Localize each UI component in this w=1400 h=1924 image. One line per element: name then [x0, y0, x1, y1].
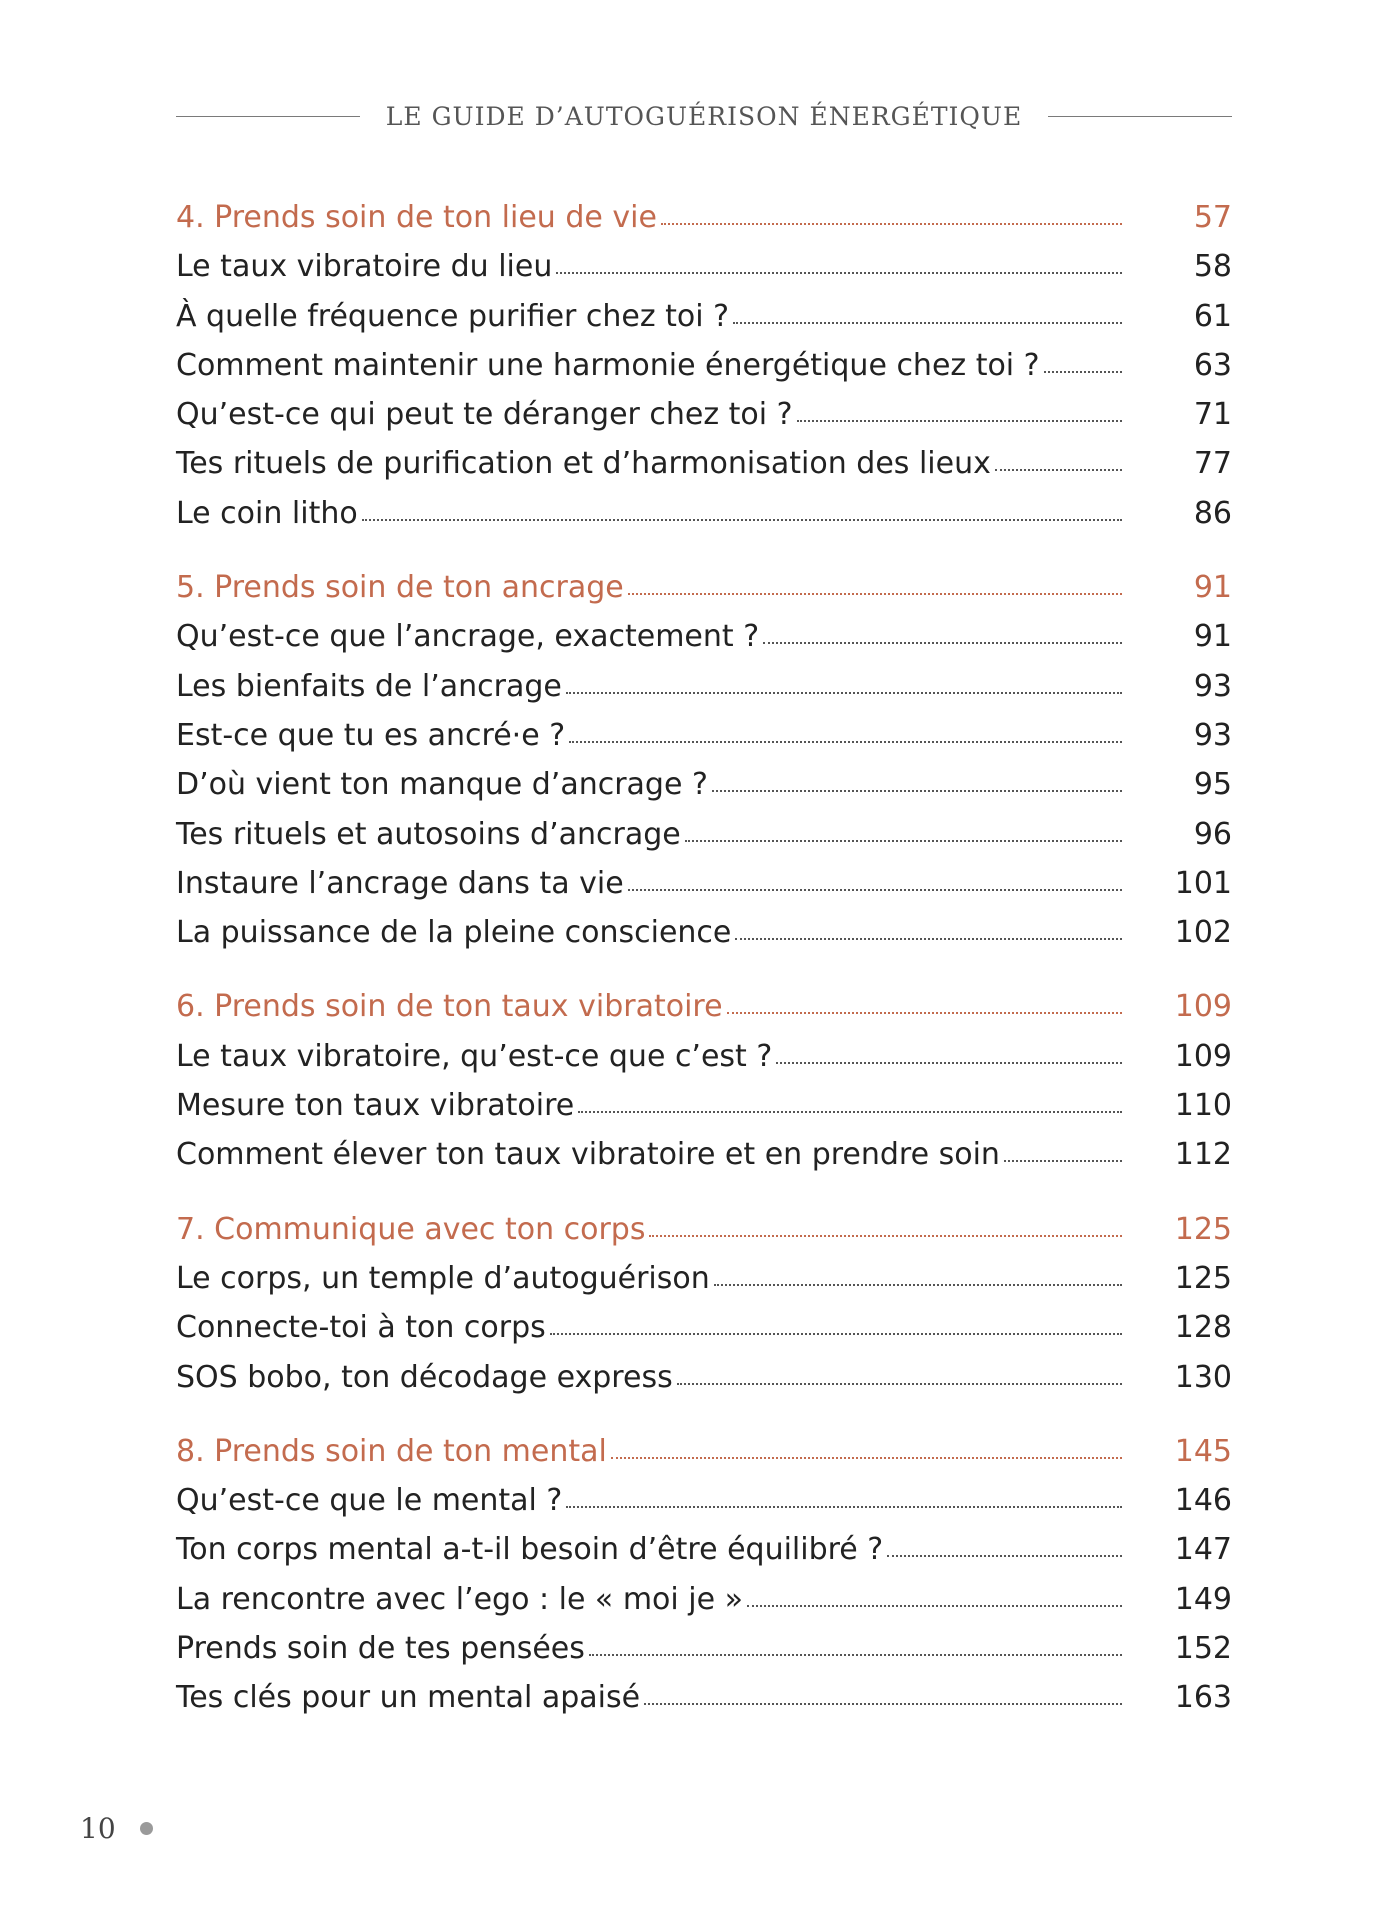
dot-leader	[589, 1654, 1122, 1656]
entry-page-number: 91	[1193, 619, 1232, 655]
entry-page-number: 125	[1174, 1260, 1232, 1296]
dot-leader	[556, 272, 1122, 274]
toc-section	[176, 1434, 1232, 1730]
dot-leader	[362, 519, 1122, 521]
toc-entry	[176, 1310, 1232, 1359]
entry-title: Comment élever ton taux vibratoire et en prendre soin	[176, 1137, 1000, 1173]
entry-page-number: 146	[1174, 1483, 1232, 1519]
toc-entry	[176, 915, 1232, 964]
chapter-title: 7. Communique avec ton corps	[176, 1211, 646, 1247]
chapter-heading	[176, 1212, 1232, 1261]
dot-leader	[995, 469, 1122, 471]
toc-entry	[176, 496, 1232, 545]
chapter-heading	[176, 570, 1232, 619]
entry-title: Connecte-toi à ton corps	[176, 1310, 546, 1346]
entry-title: Les bienfaits de l’ancrage	[176, 668, 562, 704]
entry-page-number: 58	[1193, 249, 1232, 285]
entry-title: Tes clés pour un mental apaisé	[176, 1680, 641, 1716]
chapter-page-number: 125	[1174, 1211, 1232, 1247]
chapter-heading	[176, 989, 1232, 1038]
entry-title: Instaure l’ancrage dans ta vie	[176, 865, 624, 901]
entry-title: La puissance de la pleine conscience	[176, 915, 732, 951]
dot-leader	[644, 1703, 1122, 1705]
entry-title: La rencontre avec l’ego : le « moi je »	[176, 1581, 743, 1617]
dot-leader	[1044, 371, 1122, 373]
entry-title: Le coin litho	[176, 495, 358, 531]
header-rule-left	[176, 116, 360, 117]
entry-title: À quelle fréquence purifier chez toi ?	[176, 298, 730, 334]
entry-page-number: 128	[1174, 1310, 1232, 1346]
entry-page-number: 63	[1193, 347, 1232, 383]
dot-leader	[566, 1506, 1122, 1508]
dot-leader	[661, 223, 1122, 225]
entry-title: Tes rituels de purification et d’harmonisation des lieux	[176, 446, 991, 482]
entry-page-number: 93	[1193, 717, 1232, 753]
dot-leader	[628, 889, 1122, 891]
entry-title: D’où vient ton manque d’ancrage ?	[176, 767, 708, 803]
table-of-contents	[176, 200, 1232, 1755]
toc-section	[176, 989, 1232, 1186]
toc-entry	[176, 1483, 1232, 1532]
chapter-page-number: 145	[1174, 1433, 1232, 1469]
entry-title: Le taux vibratoire du lieu	[176, 249, 553, 285]
toc-entry	[176, 446, 1232, 495]
entry-page-number: 93	[1193, 668, 1232, 704]
toc-section	[176, 1212, 1232, 1409]
chapter-title: 4. Prends soin de ton lieu de vie	[176, 200, 657, 235]
chapter-heading	[176, 1434, 1232, 1483]
entry-page-number: 110	[1174, 1088, 1232, 1124]
toc-entry	[176, 866, 1232, 915]
entry-title: Le taux vibratoire, qu’est-ce que c’est ?	[176, 1038, 773, 1074]
header-rule-right	[1048, 116, 1232, 117]
dot-leader	[628, 593, 1122, 595]
toc-entry	[176, 1261, 1232, 1310]
entry-page-number: 149	[1174, 1581, 1232, 1617]
dot-leader	[569, 741, 1122, 743]
toc-section	[176, 200, 1232, 545]
chapter-page-number: 57	[1193, 200, 1232, 235]
toc-entry	[176, 397, 1232, 446]
page-number: 10	[80, 1812, 116, 1845]
entry-page-number: 101	[1174, 865, 1232, 901]
entry-page-number: 95	[1193, 767, 1232, 803]
entry-page-number: 86	[1193, 495, 1232, 531]
toc-entry	[176, 1582, 1232, 1631]
dot-leader	[714, 1284, 1122, 1286]
dot-leader	[677, 1383, 1122, 1385]
dot-leader	[747, 1605, 1122, 1607]
entry-page-number: 112	[1174, 1137, 1232, 1173]
entry-page-number: 102	[1174, 915, 1232, 951]
entry-title: Prends soin de tes pensées	[176, 1631, 585, 1667]
toc-entry	[176, 1360, 1232, 1409]
entry-page-number: 152	[1174, 1631, 1232, 1667]
entry-title: Comment maintenir une harmonie énergétique chez toi ?	[176, 347, 1040, 383]
dot-leader	[566, 692, 1122, 694]
entry-page-number: 130	[1174, 1359, 1232, 1395]
toc-section	[176, 570, 1232, 964]
dot-leader	[611, 1457, 1122, 1459]
dot-leader	[776, 1062, 1122, 1064]
toc-entry	[176, 1680, 1232, 1729]
entry-page-number: 71	[1193, 397, 1232, 433]
toc-entry	[176, 1088, 1232, 1137]
dot-leader	[685, 840, 1122, 842]
toc-entry	[176, 1039, 1232, 1088]
entry-page-number: 96	[1193, 816, 1232, 852]
dot-leader	[1004, 1160, 1122, 1162]
toc-entry	[176, 619, 1232, 668]
toc-entry	[176, 348, 1232, 397]
chapter-heading	[176, 200, 1232, 249]
entry-page-number: 109	[1174, 1038, 1232, 1074]
dot-leader	[712, 790, 1122, 792]
bullet-dot-icon	[140, 1822, 153, 1835]
entry-title: Le corps, un temple d’autoguérison	[176, 1260, 710, 1296]
toc-entry	[176, 249, 1232, 298]
toc-entry	[176, 1137, 1232, 1186]
dot-leader	[735, 938, 1122, 940]
entry-title: Est-ce que tu es ancré·e ?	[176, 717, 566, 753]
dot-leader	[733, 322, 1122, 324]
toc-entry	[176, 669, 1232, 718]
entry-page-number: 77	[1193, 446, 1232, 482]
chapter-title: 6. Prends soin de ton taux vibratoire	[176, 989, 723, 1025]
dot-leader	[797, 420, 1122, 422]
dot-leader	[578, 1111, 1122, 1113]
entry-page-number: 61	[1193, 298, 1232, 334]
entry-title: Ton corps mental a-t-il besoin d’être équilibré ?	[176, 1532, 884, 1568]
chapter-title: 8. Prends soin de ton mental	[176, 1433, 607, 1469]
running-header	[176, 102, 1232, 131]
page-folio	[80, 1812, 153, 1845]
chapter-page-number: 109	[1174, 989, 1232, 1025]
entry-title: Qu’est-ce qui peut te déranger chez toi ?	[176, 397, 793, 433]
entry-page-number: 163	[1174, 1680, 1232, 1716]
dot-leader	[727, 1012, 1122, 1014]
dot-leader	[763, 642, 1122, 644]
toc-entry	[176, 767, 1232, 816]
dot-leader	[887, 1555, 1122, 1557]
toc-entry	[176, 1631, 1232, 1680]
entry-title: SOS bobo, ton décodage express	[176, 1359, 673, 1395]
entry-title: Qu’est-ce que l’ancrage, exactement ?	[176, 619, 760, 655]
entry-title: Mesure ton taux vibratoire	[176, 1088, 575, 1124]
toc-entry	[176, 1532, 1232, 1581]
dot-leader	[649, 1235, 1122, 1237]
toc-entry	[176, 817, 1232, 866]
entry-page-number: 147	[1174, 1532, 1232, 1568]
toc-entry	[176, 718, 1232, 767]
entry-title: Qu’est-ce que le mental ?	[176, 1483, 563, 1519]
dot-leader	[550, 1333, 1122, 1335]
toc-entry	[176, 299, 1232, 348]
entry-title: Tes rituels et autosoins d’ancrage	[176, 816, 681, 852]
header-title: LE GUIDE D’AUTOGUÉRISON ÉNERGÉTIQUE	[385, 102, 1023, 131]
chapter-page-number: 91	[1193, 570, 1232, 606]
chapter-title: 5. Prends soin de ton ancrage	[176, 570, 624, 606]
